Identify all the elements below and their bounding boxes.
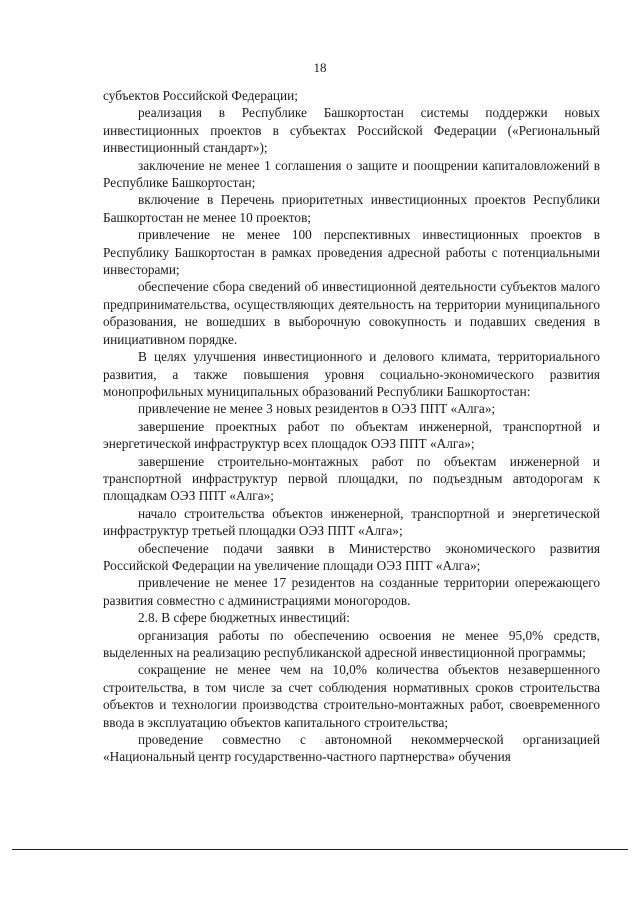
paragraph: привлечение не менее 100 перспективных инвестиционных проектов в Республику Башкортостан в рамках проведения адресной работы с потенциальными инвесторами; [103, 227, 600, 278]
paragraph: организация работы по обеспечению освоения не менее 95,0% средств, выделенных на реализацию республиканской адресной инвестиционной программы; [103, 627, 600, 660]
paragraph: привлечение не менее 3 новых резидентов в ОЭЗ ППТ «Алга»; [138, 401, 496, 417]
paragraph: начало строительства объектов инженерной, транспортной и энергетической инфраструктур третьей площадки ОЭЗ ППТ «Алга»; [103, 505, 600, 539]
paragraph: обеспечение сбора сведений об инвестиционной деятельности субъектов малого предпринимательства, осуществляющих деятельность на территории муниципального образования, не вошедших в выборочную совокупность и подавших сведения в инициативном порядке. [103, 279, 600, 347]
paragraph: привлечение не менее 17 резидентов на созданные территории опережающего развития совместно с администрациями моногородов. [103, 575, 600, 608]
paragraph: проведение совместно с автономной некоммерческой организацией «Национальный центр государственно-частного партнерства» обучения [103, 732, 600, 765]
page-number: 18 [313, 60, 327, 75]
paragraph: завершение проектных работ по объектам инженерной, транспортной и энергетической инфраструктур всех площадок ОЭЗ ППТ «Алга»; [103, 418, 600, 452]
paragraph: реализация в Республике Башкортостан системы поддержки новых инвестиционных проектов в субъектах Российской Федерации («Региональный инвестиционный стандарт»); [103, 105, 600, 156]
paragraph: сокращение не менее чем на 10,0% количества объектов незавершенного строительства, в том числе за счет соблюдения нормативных сроков строительства объектов и технологии производства строительно-монтажных работ, своевременного ввода в эксплуатацию объектов капитального строительства; [103, 662, 600, 730]
page-bottom-rule [12, 849, 628, 850]
paragraph: обеспечение подачи заявки в Министерство экономического развития Российской Федерации на увеличение площади ОЭЗ ППТ «Алга»; [103, 540, 600, 573]
document-body [103, 87, 600, 766]
paragraph: заключение не менее 1 соглашения о защите и поощрении капиталовложений в Республике Башкортостан; [103, 157, 600, 191]
paragraph: включение в Перечень приоритетных инвестиционных проектов Республики Башкортостан не менее 10 проектов; [103, 192, 600, 225]
section-heading: 2.8. В сфере бюджетных инвестиций: [138, 610, 350, 626]
paragraph: субъектов Российской Федерации; [103, 88, 298, 103]
paragraph: В целях улучшения инвестиционного и делового климата, территориального развития, а также повышения уровня социально-экономического развития монопрофильных муниципальных образований Республики Башкортостан: [103, 349, 600, 399]
paragraph: завершение строительно-монтажных работ по объектам инженерной и транспортной инфраструктур первой площадки, по подъездным автодорогам к площадкам ОЭЗ ППТ «Алга»; [103, 453, 600, 504]
